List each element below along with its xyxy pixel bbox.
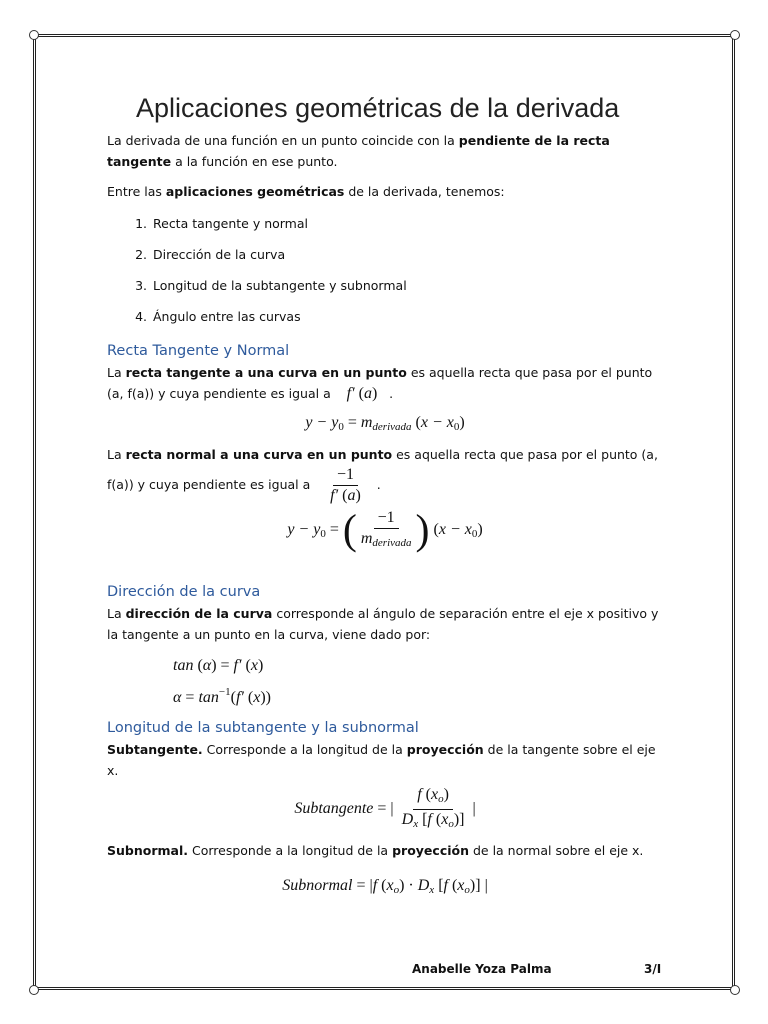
page-title: Aplicaciones geométricas de la derivada — [136, 93, 620, 123]
footer-page-number: 3/I — [644, 962, 662, 976]
direction-equations — [173, 653, 663, 711]
direction-paragraph: La dirección de la curva corresponde al ángulo de separación entre el eje x positivo y la tangente a un punto en la curva, viene dado por: — [107, 606, 659, 642]
tan-alpha-equation: tan (α) = f′ (x) — [173, 657, 264, 674]
applications-list — [107, 208, 663, 332]
list-item: 2. Dirección de la curva — [151, 239, 663, 270]
formula-normal-slope: $\frac{-1}{f' (a)}$ — [330, 466, 361, 504]
subtangent-paragraph: Subtangente. Corresponde a la longitud de la proyección de la tangente sobre el eje x. — [107, 742, 656, 778]
subnormal-equation: Subnormal = |f $(x_o) \cdot D_x$ [f $(x_o)$] | — [282, 877, 488, 896]
alpha-equation: $\alpha = \tan^{-1}(f'$ (x)) — [173, 686, 271, 706]
normal-line-equation: $y - y_0$ = ( $\frac{-1}{m_{derivada}}$ ) $(x - x_0)$ — [287, 507, 483, 554]
list-item: 4. Ángulo entre las curvas — [151, 301, 663, 332]
intro-paragraph-2: Entre las aplicaciones geométricas de la derivada, tenemos: — [107, 184, 505, 199]
corner-ornament — [730, 30, 740, 40]
tangent-paragraph: La recta tangente a una curva en un punto es aquella recta que pasa por el punto (a, f(a)) y cuya pendiente es igual a f′ (a) . — [107, 365, 653, 402]
normal-paragraph: La recta normal a una curva en un punto es aquella recta que pasa por el punto (a, f(a)) y cuya pendiente es igual a $\frac{-1}{f' (a)}$ . — [107, 447, 658, 504]
section-heading-tangent-normal: Recta Tangente y Normal — [107, 343, 290, 359]
subtangent-equation: Subtangente = | $\frac{f (x_o)}{D_x [f (x_o)]}$ | — [294, 786, 476, 830]
document-body — [107, 92, 663, 901]
formula-fprime-a: f′ (a) — [346, 385, 378, 402]
intro-paragraph-1: La derivada de una función en un punto coincide con la pendiente de la recta tangente a la función en ese punto. — [107, 133, 610, 169]
section-heading-direction: Dirección de la curva — [107, 584, 261, 600]
list-item: 1. Recta tangente y normal — [151, 208, 663, 239]
corner-ornament — [730, 985, 740, 995]
list-item: 3. Longitud de la subtangente y subnormal — [151, 270, 663, 301]
footer-author: Anabelle Yoza Palma — [412, 962, 552, 976]
tangent-line-equation: $y - y_0 = m_{derivada}$ $(x - x_0)$ — [305, 414, 465, 433]
corner-ornament — [29, 30, 39, 40]
subnormal-paragraph: Subnormal. Corresponde a la longitud de la proyección de la normal sobre el eje x. — [107, 843, 644, 858]
section-heading-subtangent: Longitud de la subtangente y la subnormal — [107, 720, 419, 736]
corner-ornament — [29, 985, 39, 995]
